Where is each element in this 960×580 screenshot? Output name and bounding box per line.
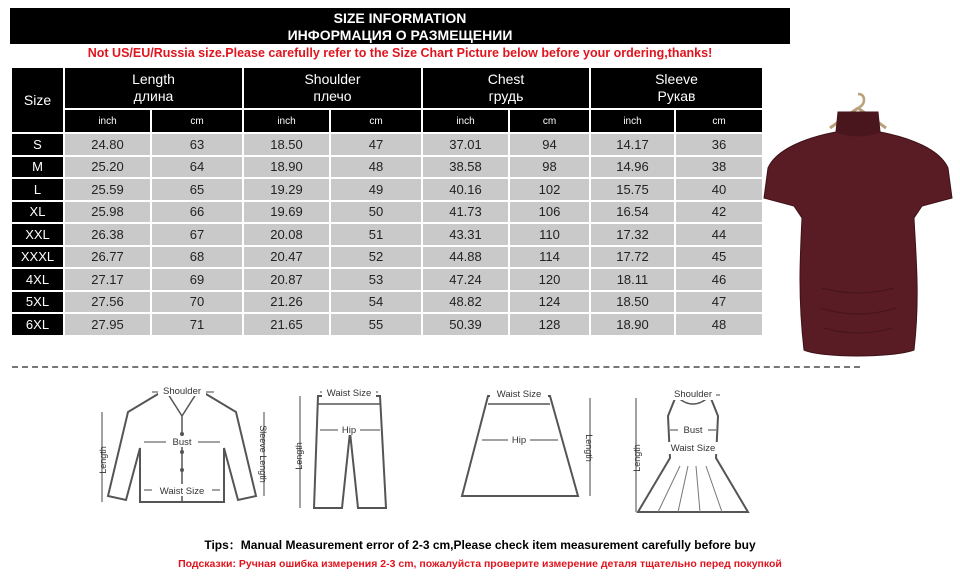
measurement-cell: 14.17 [591,134,674,155]
title-russian: ИНФОРМАЦИЯ О РАЗМЕЩЕНИИ [287,27,513,43]
measurement-cell: 67 [152,224,242,245]
measurement-cell: 38.58 [423,157,508,178]
shirt-bust-label: Bust [172,437,192,448]
table-row [12,224,762,245]
group-header-sleeve: Sleeve Рукав [591,68,762,108]
measurement-cell: 21.65 [244,314,329,335]
group-header-length: Length длина [65,68,242,108]
measurement-cell: 128 [510,314,589,335]
measurement-cell: 40.16 [423,179,508,200]
measurement-cell: 18.50 [244,134,329,155]
measurement-cell: 102 [510,179,589,200]
measurement-cell: 68 [152,247,242,268]
pants-waist-label: Waist Size [326,388,372,399]
measurement-cell: 50 [331,202,421,223]
unit-header: cm [331,110,421,132]
group-header-chest: Chest грудь [423,68,589,108]
measurement-cell: 25.59 [65,179,150,200]
size-label-cell: 6XL [12,314,63,335]
shirt-length-label: Length [98,446,108,474]
measurement-cell: 20.08 [244,224,329,245]
measurement-cell: 106 [510,202,589,223]
measurement-cell: 70 [152,292,242,313]
skirt-waist-label: Waist Size [496,389,542,400]
measurement-cell: 19.69 [244,202,329,223]
measurement-cell: 27.56 [65,292,150,313]
measurement-cell: 94 [510,134,589,155]
measurement-cell: 48.82 [423,292,508,313]
measurement-cell: 47 [676,292,762,313]
measurement-cell: 66 [152,202,242,223]
measurement-cell: 50.39 [423,314,508,335]
title-english: SIZE INFORMATION [333,10,467,26]
shirt-shoulder-label: Shoulder [162,386,202,397]
measurement-cell: 64 [152,157,242,178]
unit-header: cm [676,110,762,132]
table-row [12,157,762,178]
dress-waist-label: Waist Size [670,443,716,454]
shirt-waist-label: Waist Size [159,486,205,497]
measurement-cell: 114 [510,247,589,268]
measurement-cell: 24.80 [65,134,150,155]
shirt-measurement-diagram [96,386,268,512]
measurement-cell: 51 [331,224,421,245]
measurement-cell: 18.11 [591,269,674,290]
pants-length-label: Length [294,442,304,470]
table-row [12,179,762,200]
section-divider [12,366,860,368]
measurement-cell: 65 [152,179,242,200]
measurement-cell: 38 [676,157,762,178]
size-label-cell: XXXL [12,247,63,268]
pants-hip-label: Hip [341,425,357,436]
unit-header: cm [510,110,589,132]
measurement-cell: 49 [331,179,421,200]
size-label-cell: 4XL [12,269,63,290]
measurement-cell: 26.77 [65,247,150,268]
measurement-cell: 15.75 [591,179,674,200]
size-info-header [10,8,790,44]
measurement-cell: 52 [331,247,421,268]
tips-text: Manual Measurement error of 2-3 cm,Please check item measurement carefully before buy [240,538,756,552]
size-column-header: Size [12,68,63,132]
measurement-cell: 42 [676,202,762,223]
measurement-cell: 41.73 [423,202,508,223]
skirt-length-label: Length [584,434,594,462]
dress-measurement-diagram [628,386,758,522]
measurement-cell: 18.90 [591,314,674,335]
measurement-cell: 27.17 [65,269,150,290]
measurement-cell: 63 [152,134,242,155]
measurement-cell: 37.01 [423,134,508,155]
size-label-cell: L [12,179,63,200]
measurement-cell: 47.24 [423,269,508,290]
measurement-cell: 19.29 [244,179,329,200]
measurement-cell: 53 [331,269,421,290]
table-row [12,269,762,290]
measurement-cell: 45 [676,247,762,268]
product-shirt-photo [762,88,954,360]
measurement-cell: 47 [331,134,421,155]
group-header-shoulder: Shoulder плечо [244,68,421,108]
skirt-hip-label: Hip [511,435,527,446]
measurement-cell: 44 [676,224,762,245]
size-label-cell: M [12,157,63,178]
tips-english [0,536,960,553]
measurement-cell: 44.88 [423,247,508,268]
measurement-cell: 55 [331,314,421,335]
unit-header: inch [591,110,674,132]
measurement-cell: 120 [510,269,589,290]
table-row [12,314,762,335]
unit-header: cm [152,110,242,132]
table-row [12,134,762,155]
measurement-cell: 40 [676,179,762,200]
measurement-cell: 25.98 [65,202,150,223]
measurement-cell: 54 [331,292,421,313]
shirt-sleeve-label: Sleeve Length [258,425,268,483]
skirt-measurement-diagram [450,386,600,512]
size-label-cell: XXL [12,224,63,245]
size-label-cell: 5XL [12,292,63,313]
dress-bust-label: Bust [683,425,703,436]
tips-label: Tips： [204,538,241,552]
unit-header: inch [423,110,508,132]
measurement-cell: 69 [152,269,242,290]
measurement-cell: 26.38 [65,224,150,245]
dress-length-label: Length [632,444,642,472]
measurement-cell: 36 [676,134,762,155]
size-label-cell: S [12,134,63,155]
measurement-cell: 48 [676,314,762,335]
measurement-cell: 48 [331,157,421,178]
measurement-cell: 46 [676,269,762,290]
table-row [12,247,762,268]
pants-measurement-diagram [288,386,400,512]
unit-header: inch [244,110,329,132]
measurement-cell: 14.96 [591,157,674,178]
table-row [12,202,762,223]
measurement-cell: 18.50 [591,292,674,313]
measurement-cell: 21.26 [244,292,329,313]
table-row [12,292,762,313]
tips-russian: Подсказки: Ручная ошибка измерения 2-3 cm, пожалуйста проверите измерение деталя тщательно перед покупкой [178,558,782,570]
measurement-cell: 18.90 [244,157,329,178]
measurement-cell: 16.54 [591,202,674,223]
unit-header: inch [65,110,150,132]
measurement-cell: 124 [510,292,589,313]
measurement-cell: 20.87 [244,269,329,290]
measurement-cell: 27.95 [65,314,150,335]
measurement-cell: 43.31 [423,224,508,245]
size-chart-table [10,66,764,337]
size-notice: Not US/EU/Russia size.Please carefully refer to the Size Chart Picture below before your ordering,thanks! [87,46,713,60]
measurement-cell: 17.32 [591,224,674,245]
measurement-cell: 110 [510,224,589,245]
measurement-cell: 71 [152,314,242,335]
size-label-cell: XL [12,202,63,223]
measurement-cell: 98 [510,157,589,178]
measurement-cell: 25.20 [65,157,150,178]
dress-shoulder-label: Shoulder [673,389,713,400]
measurement-cell: 20.47 [244,247,329,268]
measurement-cell: 17.72 [591,247,674,268]
